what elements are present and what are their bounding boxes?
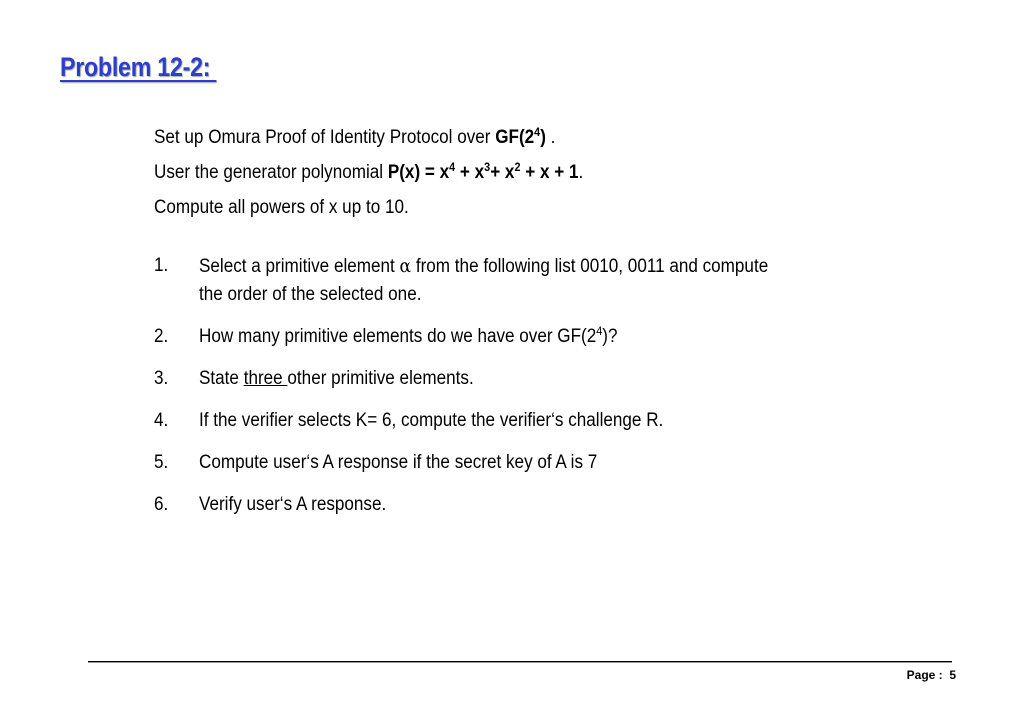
field-close: ) (540, 127, 546, 148)
list-item (154, 323, 934, 351)
poly-part-c: + x (490, 162, 515, 183)
item-text: Compute user‘s A response if the secret key of A is 7 (199, 452, 598, 473)
item-number: 2. (154, 326, 169, 347)
question-list (154, 252, 934, 533)
item-text (199, 323, 861, 351)
generator-polynomial (388, 162, 579, 183)
poly-exp-4: 4 (449, 160, 456, 174)
page-number: Page : 5 (906, 668, 956, 682)
item-text: Verify user‘s A response. (199, 494, 387, 515)
intro-line-2-tail: . (578, 162, 584, 183)
item-1-text-b: from the following list 0010, 0011 and compute (411, 256, 769, 277)
list-item (154, 252, 934, 309)
item-text: If the verifier selects K= 6, compute the verifier‘s challenge R. (199, 410, 664, 431)
item-3-underlined: three (243, 368, 288, 389)
item-2-text-b: )? (602, 326, 618, 347)
list-item (154, 407, 934, 435)
intro-line-3: Compute all powers of x up to 10. (154, 197, 409, 218)
poly-part-d: + x + 1 (520, 162, 579, 183)
problem-intro (154, 120, 934, 225)
field-exponent: 4 (534, 125, 541, 139)
poly-exp-2: 2 (514, 160, 521, 174)
item-number: 6. (154, 494, 169, 515)
alpha-symbol: α (399, 255, 412, 277)
poly-exp-3: 3 (484, 160, 491, 174)
intro-line-1-text: Set up Omura Proof of Identity Protocol over (154, 127, 496, 148)
item-text (199, 365, 861, 393)
intro-line-1 (154, 120, 856, 155)
list-item (154, 449, 934, 477)
list-item (154, 491, 934, 519)
item-text (199, 252, 861, 309)
page-title: Problem 12-2: (60, 52, 217, 82)
intro-line-2-text: User the generator polynomial (154, 162, 388, 183)
poly-part-b: + x (455, 162, 485, 183)
item-1-text-line-2: the order of the selected one. (199, 284, 422, 305)
field-base: GF(2 (495, 127, 535, 148)
item-number: 5. (154, 452, 169, 473)
item-1-text-a: Select a primitive element (199, 256, 400, 277)
footer-divider (88, 661, 952, 663)
intro-line-2 (154, 155, 856, 190)
list-item (154, 365, 934, 393)
item-number: 3. (154, 368, 169, 389)
poly-part-a: P(x) = x (387, 162, 450, 183)
item-number: 1. (154, 255, 169, 276)
item-3-text-b: other primitive elements. (287, 368, 474, 389)
item-number: 4. (154, 410, 169, 431)
item-3-text-a: State (199, 368, 244, 389)
item-2-text-a: How many primitive elements do we have over GF(2 (199, 326, 597, 347)
field-notation (495, 127, 546, 148)
intro-line-1-tail: . (545, 127, 556, 148)
item-2-exponent: 4 (596, 324, 603, 338)
